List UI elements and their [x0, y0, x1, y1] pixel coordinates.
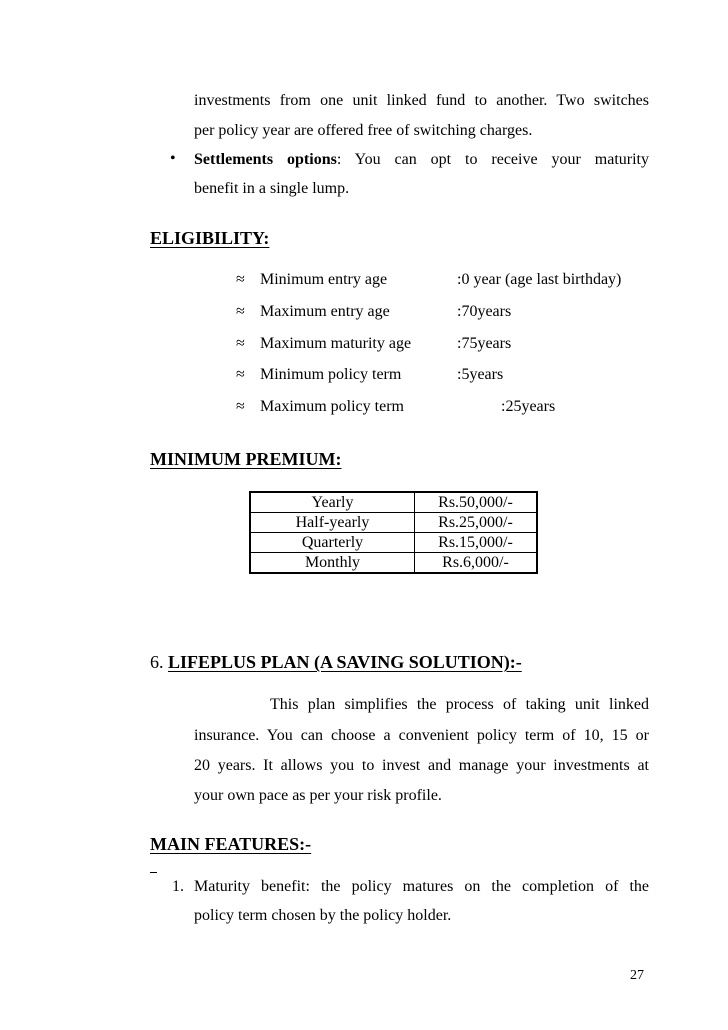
feature-number: 1. [172, 878, 184, 895]
table-row [250, 492, 537, 513]
intro-line-1: investments from one unit linked fund to another. Two switches [194, 92, 649, 109]
lifeplus-line-2: insurance. You can choose a convenient policy term of 10, 15 or [194, 727, 649, 744]
eligibility-value: :70years [457, 303, 512, 320]
settlement-text: : You can opt to receive your maturity [336, 151, 649, 168]
intro-line-2: per policy year are offered free of switching charges. [194, 122, 533, 139]
eligibility-label: Minimum entry age [260, 271, 388, 288]
eligibility-label: Minimum policy term [260, 366, 402, 383]
approx-icon: ≈ [236, 271, 245, 288]
premium-mode: Yearly [250, 492, 415, 513]
table-row [250, 513, 537, 533]
page-number: 27 [630, 968, 644, 983]
eligibility-label: Maximum entry age [260, 303, 390, 320]
minimum-premium-heading: MINIMUM PREMIUM: [150, 449, 342, 469]
eligibility-value: :0 year (age last birthday) [457, 271, 622, 288]
eligibility-label: Maximum maturity age [260, 335, 412, 352]
premium-mode: Quarterly [250, 533, 415, 553]
eligibility-value: :5years [457, 366, 504, 383]
bullet-icon: • [170, 150, 176, 167]
lifeplus-line-4: your own pace as per your risk profile. [194, 787, 442, 804]
premium-amount: Rs.15,000/- [415, 533, 538, 553]
premium-mode: Half-yearly [250, 513, 415, 533]
settlement-line-2: benefit in a single lump. [194, 180, 350, 197]
section-number: 6. [150, 652, 164, 672]
eligibility-label: Maximum policy term [260, 398, 404, 415]
approx-icon: ≈ [236, 335, 245, 352]
premium-mode: Monthly [250, 553, 415, 574]
settlement-label: Settlements options [194, 151, 337, 168]
premium-amount: Rs.6,000/- [415, 553, 538, 574]
premium-table [249, 491, 538, 574]
eligibility-value: :25years [501, 398, 556, 415]
approx-icon: ≈ [236, 303, 245, 320]
lifeplus-heading: LIFEPLUS PLAN (A SAVING SOLUTION):- [168, 652, 522, 672]
table-row [250, 533, 537, 553]
feature-line-2: policy term chosen by the policy holder. [194, 907, 452, 924]
approx-icon: ≈ [236, 366, 245, 383]
lifeplus-line-1: This plan simplifies the process of taking unit linked [270, 696, 649, 713]
eligibility-value: :75years [457, 335, 512, 352]
main-features-heading: MAIN FEATURES:- [150, 834, 312, 854]
lifeplus-heading-row [150, 652, 522, 673]
eligibility-heading: ELIGIBILITY: [150, 228, 270, 248]
approx-icon: ≈ [236, 398, 245, 415]
settlement-line-1 [194, 150, 649, 170]
stray-underline-mark [150, 872, 157, 873]
table-row [250, 553, 537, 574]
premium-amount: Rs.25,000/- [415, 513, 538, 533]
lifeplus-line-3: 20 years. It allows you to invest and manage your investments at [194, 757, 649, 774]
premium-amount: Rs.50,000/- [415, 492, 538, 513]
feature-line-1: Maturity benefit: the policy matures on the completion of the [194, 878, 649, 895]
